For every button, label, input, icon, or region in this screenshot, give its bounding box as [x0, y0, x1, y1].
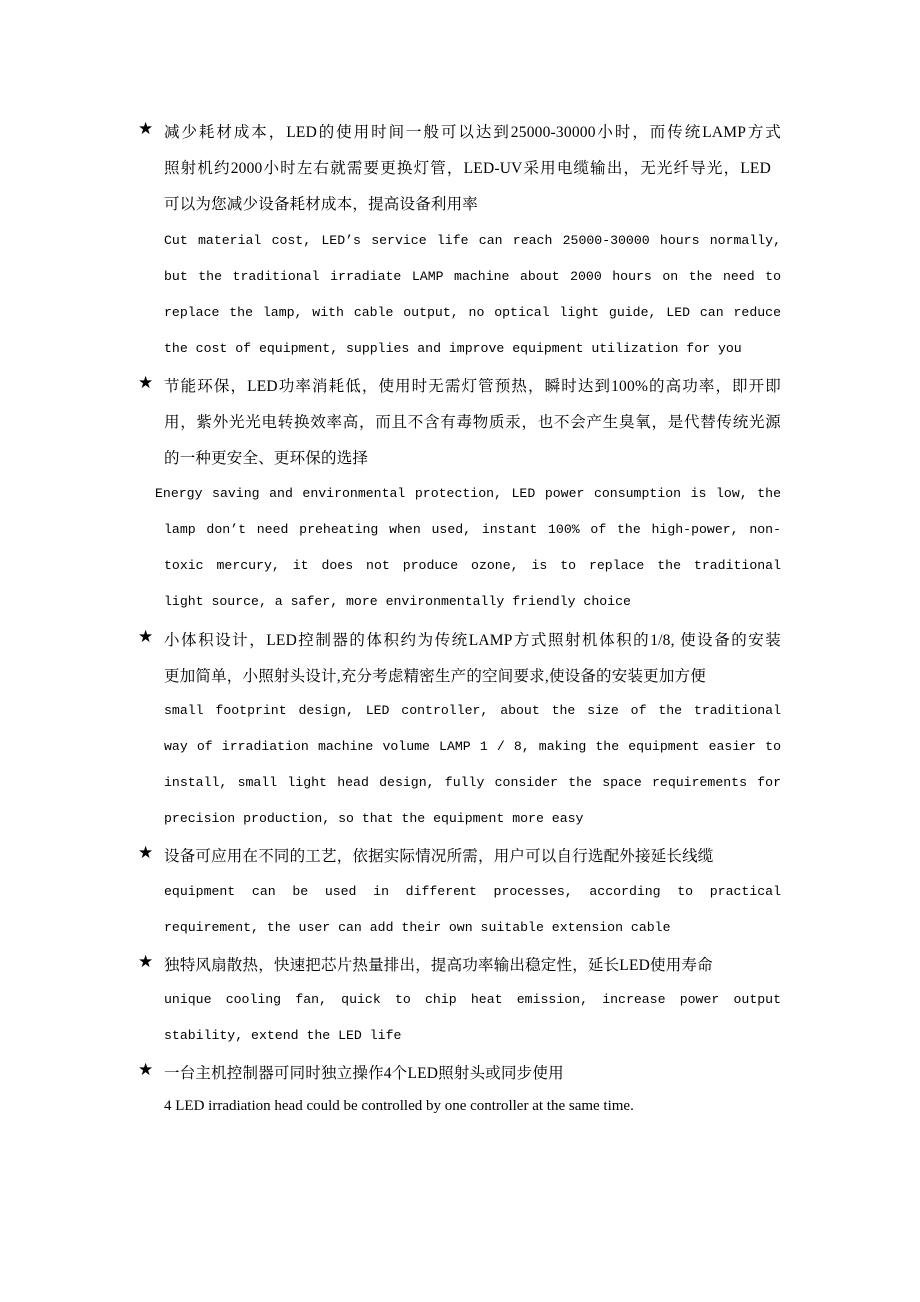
feature-2-en-line-2: lamp don’t need preheating when used, instant 100% of the high-power, non-: [164, 522, 781, 537]
feature-1-zh-line-1: 减少耗材成本，LED的使用时间一般可以达到25000-30000小时，而传统LAMP方式: [164, 124, 781, 141]
feature-2-zh-line-1: 节能环保，LED功率消耗低，使用时无需灯管预热，瞬时达到100%的高功率，即开即: [164, 378, 781, 395]
feature-1-en-line-2: but the traditional irradiate LAMP machine about 2000 hours on the need to: [164, 269, 781, 284]
feature-5-zh-line-1: 独特风扇散热，快速把芯片热量排出，提高功率输出稳定性，延长LED使用寿命: [164, 957, 713, 974]
feature-1-zh-line-2: 照射机约2000小时左右就需要更换灯管，LED-UV采用电缆输出，无光纤导光，LED: [164, 160, 771, 177]
feature-3-en-line-1: small footprint design, LED controller, about the size of the traditional: [164, 703, 781, 718]
star-bullet-icon: ★: [138, 627, 154, 647]
star-bullet-icon: ★: [138, 373, 154, 393]
feature-3-zh-line-2: 更加简单，小照射头设计,充分考虑精密生产的空间要求,使设备的安装更加方便: [164, 668, 706, 685]
feature-4-zh-line-1: 设备可应用在不同的工艺，依据实际情况所需，用户可以自行选配外接延长线缆: [164, 848, 714, 865]
feature-3-en-line-2: way of irradiation machine volume LAMP 1 / 8, making the equipment easier to: [164, 739, 781, 754]
star-bullet-icon: ★: [138, 119, 154, 139]
star-bullet-icon: ★: [138, 843, 154, 863]
feature-1-en-line-3: replace the lamp, with cable output, no optical light guide, LED can reduce: [164, 305, 781, 320]
feature-1-en-line-1: Cut material cost, LED’s service life can reach 25000-30000 hours normally,: [164, 233, 781, 248]
feature-2-en-line-1: Energy saving and environmental protection, LED power consumption is low, the: [155, 486, 781, 501]
feature-1-en-line-4: the cost of equipment, supplies and improve equipment utilization for you: [164, 341, 742, 356]
feature-3-zh-line-1: 小体积设计，LED控制器的体积约为传统LAMP方式照射机体积的1/8, 使设备的安装: [164, 632, 781, 649]
feature-2-en-line-3: toxic mercury, it does not produce ozone, is to replace the traditional: [164, 558, 781, 573]
feature-3-en-line-3: install, small light head design, fully consider the space requirements for: [164, 775, 781, 790]
feature-3-en-line-4: precision production, so that the equipment more easy: [164, 811, 584, 826]
feature-4-en-line-1: equipment can be used in different processes, according to practical: [164, 884, 781, 899]
feature-6-zh-line-1: 一台主机控制器可同时独立操作4个LED照射头或同步使用: [164, 1065, 564, 1082]
feature-6-en-line-1: 4 LED irradiation head could be controlled by one controller at the same time.: [164, 1098, 634, 1114]
star-bullet-icon: ★: [138, 1060, 154, 1080]
feature-2-zh-line-2: 用，紫外光光电转换效率高，而且不含有毒物质汞，也不会产生臭氧，是代替传统光源: [164, 414, 781, 431]
feature-2-en-line-4: light source, a safer, more environmentally friendly choice: [164, 594, 631, 609]
star-bullet-icon: ★: [138, 952, 154, 972]
feature-4-en-line-2: requirement, the user can add their own suitable extension cable: [164, 920, 671, 935]
feature-5-en-line-1: unique cooling fan, quick to chip heat emission, increase power output: [164, 992, 781, 1007]
feature-1-zh-line-3: 可以为您减少设备耗材成本，提高设备利用率: [164, 196, 479, 213]
feature-2-zh-line-3: 的一种更安全、更环保的选择: [164, 450, 369, 467]
feature-5-en-line-2: stability, extend the LED life: [164, 1028, 402, 1043]
